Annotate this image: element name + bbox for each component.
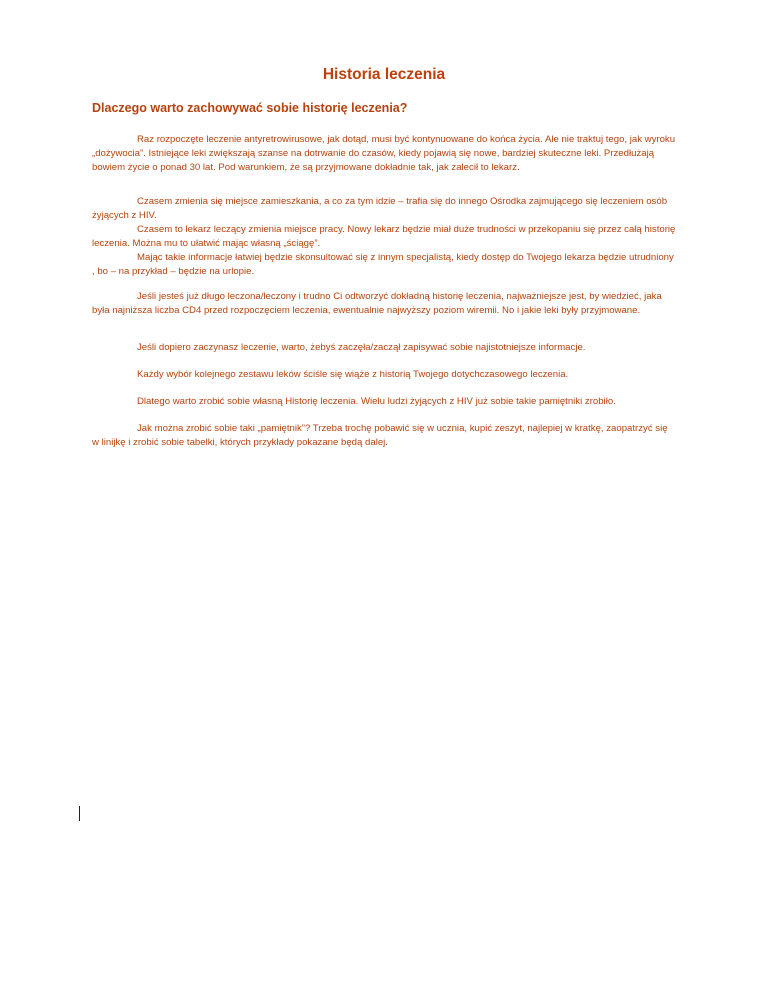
paragraph-starting-treatment: Jeśli dopiero zaczynasz leczenie, warto, żebyś zaczęła/zaczął zapisywać sobie najistotniejsze informacje. [137, 342, 586, 353]
paragraph-consult-specialist: Mając takie informacje łatwiej będzie skonsultować się z innym specjalistą, kiedy dostęp do Twojego lekarza będzie utrudniony , bo – na przykład – będzie na urlopie. [92, 252, 674, 277]
text-cursor [79, 806, 80, 821]
paragraph-doctor-change: Czasem to lekarz leczący zmienia miejsce pracy. Nowy lekarz będzie miał duże trudności w przekopaniu się przez całą historię leczenia. Można mu to ułatwić mając własną „ściągę”. [92, 224, 676, 249]
paragraph-how-to-diary: Jak można zrobić sobie taki „pamiętnik”? Trzeba trochę pobawić się w ucznia, kupić zeszyt, najlepiej w kratkę, zaopatrzyć się w linijkę i zrobić sobie tabelki, których przykłady pokazane będą dalej. [92, 423, 668, 448]
document-title: Historia leczenia [322, 66, 446, 83]
paragraph-lifelong-treatment: Raz rozpoczęte leczenie antyretrowirusowe, jak dotąd, musi być kontynuowane do końca życia. Ale nie traktuj tego, jak wyroku „dożywocia”. Istniejące leki zwiększają szanse na dotrwanie do czasów, kiedy pojawią się nowe, bardziej skuteczne leki. Przedłużają bowiem życie o ponad 30 lat. Pod warunkiem, że są przyjmowane dokładnie tak, jak zalecił to lekarz. [92, 134, 676, 173]
paragraph-drug-selection: Każdy wybór kolejnego zestawu leków ściśle się wiąże z historią Twojego dotychczasowego leczenia. [137, 369, 569, 380]
paragraph-own-history: Dlatego warto zrobić sobie własną Historię leczenia. Wielu ludzi żyjących z HIV już sobie takie pamiętniki zrobiło. [137, 396, 616, 407]
paragraph-change-residence: Czasem zmienia się miejsce zamieszkania, a co za tym idzie – trafia się do innego Ośrodka zajmującego się leczeniem osób żyjących z HIV. [92, 196, 668, 221]
paragraph-long-treatment: Jeśli jesteś już długo leczona/leczony i trudno Ci odtworzyć dokładną historię leczenia, najważniejsze jest, by wiedzieć, jaka była najniższa liczba CD4 przed rozpoczęciem leczenia, ewentualnie najwyższy poziom wiremii. No i jakie leki były przyjmowane. [92, 291, 662, 316]
section-heading: Dlaczego warto zachowywać sobie historię leczenia? [92, 101, 408, 115]
